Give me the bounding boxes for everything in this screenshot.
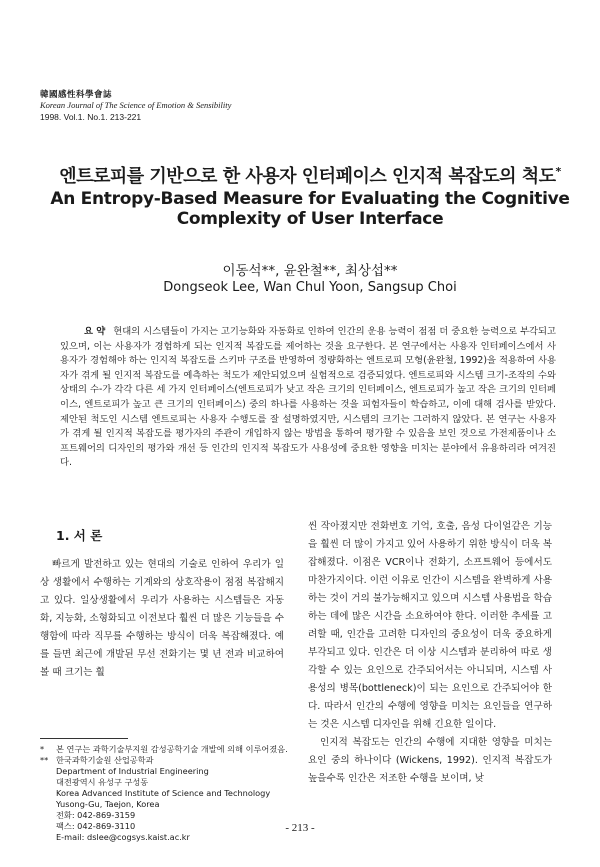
footnote-mark: * (40, 744, 45, 754)
abstract-text: 현대의 시스템들이 가지는 고기능화와 자동화로 인하여 인간의 운용 능력이 점점 더 중요한 능력으로 부각되고 있으며, 이는 사용자가 경험하게 되는 인지적 복잡도를 제어하는 것을 요구한다. 본 연구에서는 사용자 인터페이스에서 사용자가 경험해야 하는 인지적 복잡도를 스키마 구조를 반영하여 정량화하는 엔트로피 모형(윤완철, 1992)을 적용하여 사용자가 겪게 될 인지적 복잡도를 예측하는 척도가 제안되었으며 실험적으로 검증되었다. 엔트로피와 시스템 크기-조작의 수와 상태의 수-가 각각 다른 세 가지 인터페이스(엔트로피가 낮고 작은 크기의 인터페이스, 엔트로피가 높고 작은 크기의 인터페이스, 엔트로피가 높고 큰 크기의 인터페이스) 중의 하나를 사용하는 것을 피험자들이 학습하고, 이에 대해 검사를 받았다. 제안된 척도인 시스템 엔트로피는 사용자 수행도를 잘 설명하였지만, 시스템의 크기는 그러하지 않았다. 본 연구는 사용자가 겪게 될 인지적 복잡도를 평가자의 주관이 개입하지 않는 방법을 통하여 평가할 수 있음을 보인 것으로 가전제품이나 소프트웨어의 디자인의 평가와 개선 등 인간의 인지적 복잡도가 사용성에 중요한 영향을 미치는 분야에서 유용하리라 여겨진다. (60, 326, 556, 469)
title-english: An Entropy-Based Measure for Evaluating the Cognitive Complexity of User Interface (50, 189, 570, 229)
journal-english-name: Korean Journal of The Science of Emotion & Sensibility (40, 100, 232, 110)
footnote-line: 전화: 042-869-3159 (56, 810, 136, 820)
body-paragraph: 빠르게 발전하고 있는 현대의 기술로 인하여 우리가 일상 생활에서 수행하는 기계와의 상호작용이 점점 복잡해지고 있다. 일상생활에서 우리가 사용하는 시스템들은 자동화, 지능화, 소형화되고 이전보다 훨씬 더 많은 기능들을 수행함에 따라 직무를 수행하는 방식이 더욱 복잡해졌다. 예를 들면 최근에 개발된 무선 전화기는 몇 년 전과 비교하여 볼 때 크기는 훨 (40, 559, 284, 678)
footnote (40, 744, 290, 755)
abstract (60, 325, 556, 471)
footnote-mark: ** (40, 755, 49, 765)
page-number: - 213 - (285, 822, 315, 834)
footnote-line: E-mail: dslee@cogsys.kaist.ac.kr (56, 832, 190, 842)
journal-volume-info: 1998. Vol.1. No.1. 213-221 (40, 112, 142, 122)
footnote-line: 대전광역시 유성구 구성동 (56, 777, 149, 787)
body-paragraph: 씬 작아졌지만 전화번호 기억, 호출, 음성 다이얼같은 기능을 훨씬 더 많이 가지고 있어 사용하기 위한 방식이 더욱 복잡해졌다. 이점은 VCR이나 전화기, 소프트웨어 등에서도 마찬가지이다. 이런 이유로 인간이 시스템을 완벽하게 사용하는 것이 거의 불가능해지고 있으며 시스템 사용법을 학습하는 데에 많은 시간을 소요하여야 한다. 이러한 추세를 고려할 때, 인간을 고려한 디자인의 중요성이 더욱 중요하게 부각되고 있다. 인간은 더 이상 시스템과 분리하여 따로 생각할 수 있는 요인으로 간주되어서는 아니되며, 시스템 사용성의 병목(bottleneck)이 되는 요인으로 간주되어야 한다. 따라서 인간의 수행에 영향을 미치는 요인들을 연구하는 것은 시스템 디자인을 위해 긴요한 일이다. (308, 521, 552, 730)
footnote-line: Department of Industrial Engineering (56, 766, 209, 776)
footnote-text: 본 연구는 과학기술부지원 감성공학기술 개발에 의해 이루어졌음. (56, 744, 288, 754)
authors-korean: 이동석**, 윤완철**, 최상섭** (222, 263, 398, 279)
right-column (308, 518, 552, 788)
title-korean (40, 162, 580, 188)
body-paragraph: 인지적 복잡도는 인간의 수행에 지대한 영향을 미치는 요인 중의 하나이다 (Wickens, 1992). 인지적 복잡도가 높을수록 인간은 저조한 수행을 보이며, 낮 (308, 737, 552, 784)
footnote-line: 팩스: 042-869-3110 (56, 821, 136, 831)
footnote-line: Korea Advanced Institute of Science and Technology (56, 788, 271, 798)
footnote-divider (40, 738, 128, 739)
journal-korean-name: 韓國感性科學會誌 (40, 90, 113, 100)
section-heading: 1. 서 론 (56, 528, 103, 543)
authors-english: Dongseok Lee, Wan Chul Yoon, Sangsup Choi (163, 280, 457, 295)
footnote-text: 한국과학기술원 산업공학과 (56, 755, 154, 765)
left-column (40, 526, 284, 682)
title-footnote-mark: * (555, 165, 561, 178)
footnote-line: Yusong-Gu, Taejon, Korea (56, 799, 160, 809)
abstract-label: 요 약 (84, 326, 106, 337)
footnote (40, 755, 290, 766)
title-korean-text: 엔트로피를 기반으로 한 사용자 인터페이스 인지적 복잡도의 척도 (59, 166, 556, 187)
